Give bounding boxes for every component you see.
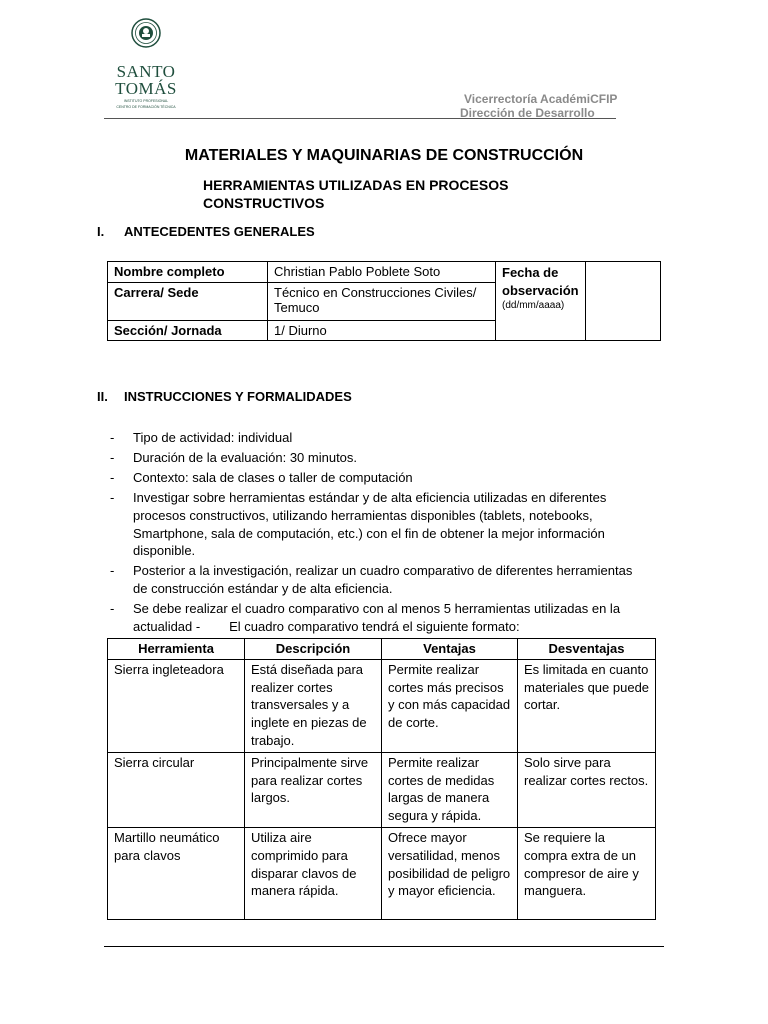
fecha-format-hint: (dd/mm/aaaa): [502, 300, 565, 311]
table-cell-ventajas: Ofrece mayor versatilidad, menos posibilidad de peligro y mayor eficiencia.: [382, 827, 518, 919]
bullet-dash: -: [110, 563, 115, 579]
section-title: INSTRUCCIONES Y FORMALIDADES: [124, 389, 352, 404]
table-cell-herramienta: Sierra ingleteadora: [108, 659, 245, 752]
logo-name-line1: SANTO: [116, 62, 176, 81]
header-line2: Dirección de Desarrollo: [460, 106, 595, 120]
nombre-label: Nombre completo: [108, 262, 268, 283]
section-heading-instructions: [97, 389, 352, 404]
list-item-text: Tipo de actividad: individual: [133, 430, 293, 445]
bullet-dash: -: [110, 430, 115, 445]
table-row: [108, 752, 656, 827]
seccion-value: 1/ Diurno: [268, 321, 496, 341]
list-item: [110, 449, 650, 467]
column-header-ventajas: Ventajas: [382, 639, 518, 660]
fecha-label-line1: Fecha de: [502, 265, 559, 280]
institution-logo: [104, 16, 188, 120]
fecha-label-cell: [496, 262, 586, 341]
list-item-text: Duración de la evaluación: 30 minutos.: [133, 449, 358, 465]
section-title: ANTECEDENTES GENERALES: [124, 224, 315, 239]
table-cell-desventajas: Solo sirve para realizar cortes rectos.: [518, 752, 656, 827]
section-heading-general: [97, 224, 315, 239]
bullet-dash: -: [110, 489, 115, 505]
table-cell-descripcion: Principalmente sirve para realizar cortes largos.: [245, 752, 382, 827]
table-cell-descripcion: Utiliza aire comprimido para disparar clavos de manera rápida.: [245, 827, 382, 919]
table-cell-ventajas: Permite realizar cortes más precisos y con más capacidad de corte.: [382, 659, 518, 752]
instructions-list: [110, 429, 650, 638]
footer-divider: [104, 946, 664, 947]
list-item: [110, 469, 650, 487]
table-cell-desventajas: Se requiere la compra extra de un compresor de aire y manguera.: [518, 827, 656, 919]
section-number: I.: [97, 224, 105, 239]
table-cell-desventajas: Es limitada en cuanto materiales que puede cortar.: [518, 659, 656, 752]
carrera-label: Carrera/ Sede: [108, 283, 268, 321]
seccion-label: Sección/ Jornada: [108, 321, 268, 341]
bullet-dash: -: [110, 469, 115, 485]
column-header-herramienta: Herramienta: [108, 639, 245, 660]
header-line1: Vicerrectoría AcadémiCFIP: [464, 92, 618, 106]
logo-tagline-1: INSTITUTO PROFESIONAL: [123, 99, 169, 103]
comparison-table: [107, 638, 656, 920]
table-cell-ventajas: Permite realizar cortes de medidas largas de manera segura y rápida.: [382, 752, 518, 827]
table-row: [108, 659, 656, 752]
list-item: [110, 429, 650, 447]
section-number: II.: [97, 389, 108, 404]
student-info-table: [107, 261, 661, 341]
carrera-value: Técnico en Construcciones Civiles/ Temuco: [268, 283, 496, 321]
bullet-dash: -: [110, 449, 115, 465]
fecha-label-line2: observación: [502, 283, 579, 298]
column-header-desventajas: Desventajas: [518, 639, 656, 660]
table-cell-herramienta: Sierra circular: [108, 752, 245, 827]
document-subtitle: HERRAMIENTAS UTILIZADAS EN PROCESOS CONSTRUCTIVOS: [203, 177, 509, 211]
logo-tagline-2: CENTRO DE FORMACIÓN TÉCNICA: [116, 105, 176, 109]
logo-name-line2: TOMÁS: [115, 79, 177, 98]
fecha-value[interactable]: [585, 262, 660, 341]
list-item: [110, 562, 650, 598]
bullet-dash: -: [110, 601, 115, 617]
table-cell-descripcion: Está diseñada para realizer cortes transversales y a inglete en piezas de trabajo.: [245, 659, 382, 752]
document-title: MATERIALES Y MAQUINARIAS DE CONSTRUCCIÓN: [184, 147, 584, 164]
list-item-text: Contexto: sala de clases o taller de computación: [133, 469, 413, 485]
nombre-value: Christian Pablo Poblete Soto: [268, 262, 496, 283]
table-row: [108, 827, 656, 919]
list-item: [110, 600, 650, 636]
list-item-text: Posterior a la investigación, realizar un cuadro comparativo de diferentes herramientas de construcción estándar y de alta eficiencia.: [133, 563, 633, 597]
list-item-text: Investigar sobre herramientas estándar y de alta eficiencia utilizadas en diferentes procesos constructivos, utilizando herramientas disponibles (tablets, notebooks, Smartphone, sala de computación, etc.) con el fin de obtener la mejor información disponible.: [133, 489, 607, 559]
column-header-descripcion: Descripción: [245, 639, 382, 660]
table-cell-herramienta: Martillo neumático para clavos: [108, 827, 245, 919]
header-department: [460, 92, 617, 120]
list-item-text: Se debe realizar el cuadro comparativo con al menos 5 herramientas utilizadas en la actualidad - El cuadro comparativo tendrá el siguiente formato:: [133, 601, 624, 634]
header-divider: [104, 118, 616, 119]
seal-icon: [131, 18, 161, 48]
list-item: [110, 489, 650, 560]
